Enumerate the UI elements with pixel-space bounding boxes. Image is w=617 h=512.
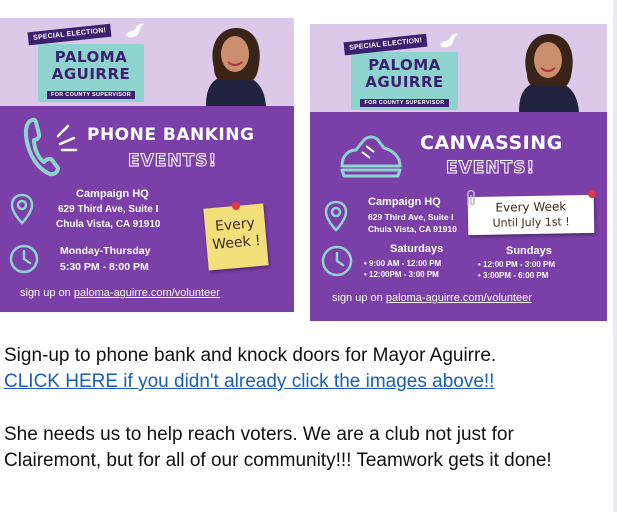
dove-icon xyxy=(124,22,146,42)
candidate-portrait xyxy=(184,24,284,106)
note-line-2: Until July 1st ! xyxy=(492,215,570,230)
location-title: Campaign HQ xyxy=(368,196,441,208)
candidate-office: FOR COUNTY SUPERVISOR xyxy=(47,91,135,99)
candidate-portrait xyxy=(497,30,597,112)
ringing-lines-icon xyxy=(54,122,78,152)
event-subtitle: EVENTS! xyxy=(446,158,536,178)
saturdays-label: Saturdays xyxy=(390,243,444,255)
event-hours: 5:30 PM - 8:00 PM xyxy=(60,261,149,273)
candidate-first-name: PALOMA xyxy=(368,56,441,74)
clock-icon xyxy=(320,244,354,278)
signup-message: Sign-up to phone bank and knock doors for Mayor Aguirre. xyxy=(4,345,497,366)
note-line-1: Every Week xyxy=(495,199,567,215)
event-title: CANVASSING xyxy=(420,132,563,154)
sunday-time-1: • 12:00 PM - 3:00 PM xyxy=(478,260,556,269)
paperclip-icon xyxy=(464,188,478,208)
signup-link[interactable]: paloma-aguirre.com/volunteer xyxy=(73,287,220,299)
saturday-time-1: • 9:00 AM - 12:00 PM xyxy=(364,259,442,268)
note-line-2: Week ! xyxy=(211,232,262,254)
sticky-note xyxy=(203,204,268,271)
candidate-name-box xyxy=(38,44,144,102)
pushpin-icon xyxy=(232,202,240,210)
location-title: Campaign HQ xyxy=(76,188,149,200)
signup-line xyxy=(332,292,532,304)
every-week-note xyxy=(468,195,595,235)
location-address-line1: 629 Third Ave, Suite I xyxy=(368,212,454,222)
phone-banking-flyer-image[interactable] xyxy=(0,18,294,312)
location-pin-icon xyxy=(10,193,34,225)
clock-icon xyxy=(8,243,40,275)
signup-prefix: sign up on xyxy=(332,292,386,304)
location-address-line2: Chula Vista, CA 91910 xyxy=(368,224,457,234)
signup-line xyxy=(20,287,220,299)
candidate-first-name: PALOMA xyxy=(54,48,128,66)
community-message: She needs us to help reach voters. We are a club not just for Clairemont, but for all of our community!!! Teamwork gets it done! xyxy=(4,424,552,471)
event-title: PHONE BANKING xyxy=(87,125,255,145)
location-address-line1: 629 Third Ave, Suite I xyxy=(58,204,159,215)
pushpin-icon xyxy=(588,190,596,198)
candidate-last-name: AGUIRRE xyxy=(51,65,131,83)
sneaker-icon xyxy=(338,132,404,180)
signup-link[interactable]: paloma-aguirre.com/volunteer xyxy=(385,292,532,304)
event-subtitle: EVENTS! xyxy=(128,151,218,171)
event-days: Monday-Thursday xyxy=(60,245,151,257)
special-election-tag: SPECIAL ELECTION! xyxy=(28,24,112,46)
sundays-label: Sundays xyxy=(506,245,552,257)
location-address-line2: Chula Vista, CA 91910 xyxy=(56,219,161,230)
signup-prefix: sign up on xyxy=(20,287,74,299)
location-pin-icon xyxy=(324,200,348,232)
saturday-time-2: • 12:00PM - 3:00 PM xyxy=(364,270,439,279)
candidate-last-name: AGUIRRE xyxy=(365,73,444,91)
note-line-1: Every xyxy=(214,215,256,235)
scrollbar-track[interactable] xyxy=(613,0,617,512)
click-here-link[interactable]: CLICK HERE if you didn't already click the images above!! xyxy=(4,371,495,392)
dove-icon xyxy=(438,32,460,52)
sunday-time-2: • 3:00PM - 6:00 PM xyxy=(478,271,549,280)
candidate-name-box xyxy=(351,52,458,110)
special-election-tag: SPECIAL ELECTION! xyxy=(344,34,428,56)
canvassing-flyer-image[interactable] xyxy=(310,24,607,321)
candidate-office: FOR COUNTY SUPERVISOR xyxy=(360,99,448,107)
